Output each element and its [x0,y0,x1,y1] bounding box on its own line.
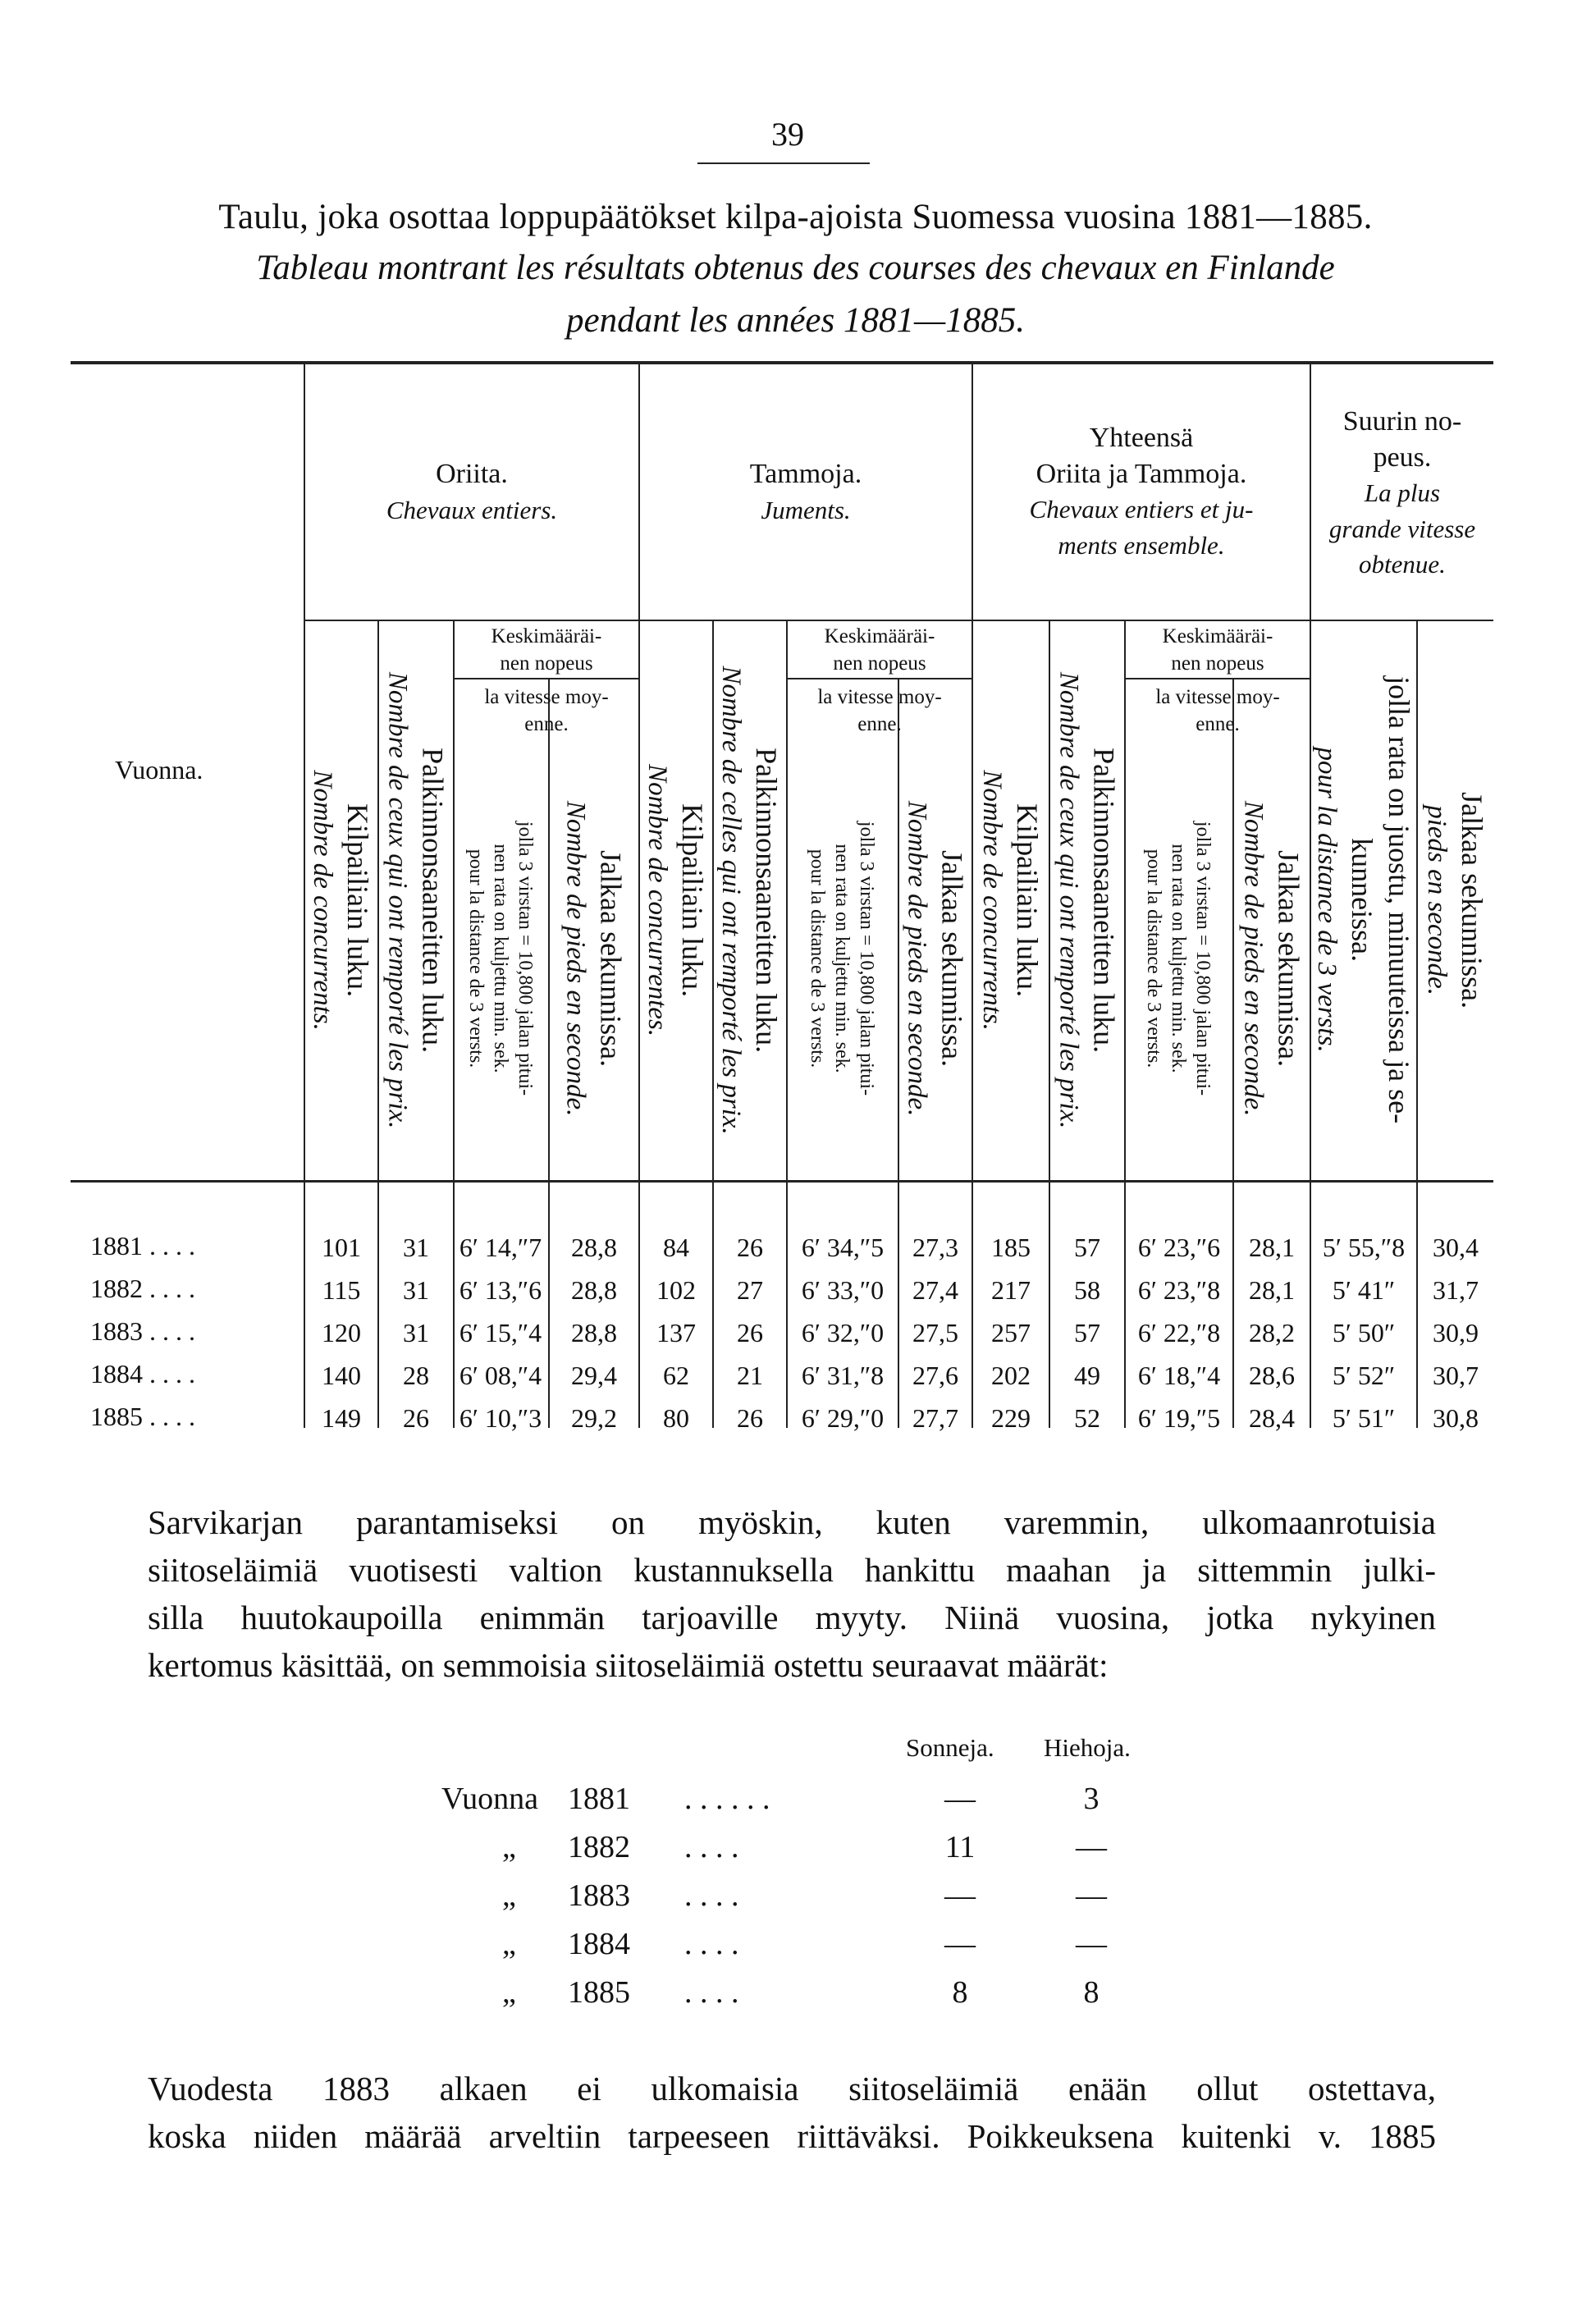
page-number-rule [697,162,870,164]
table-cell: 6′ 32,″0 [801,1318,885,1347]
table-cell: 140 [322,1361,361,1390]
import-table-label: Vuonna [441,1782,539,1816]
table-cell: 28,1 [1249,1233,1295,1262]
group-header-yhteensa: Yhteensä Oriita ja Tammoja. Chevaux entiers et ju- ments ensemble. [1029,423,1254,560]
year-column-header: Vuonna. [115,755,203,785]
title-finnish: Taulu, joka osottaa loppupäätökset kilpa-ajoista Suomessa vuosina 1881—1885. [218,198,1373,236]
import-table-year: 1883 [568,1878,630,1913]
table-cell: 27,3 [912,1233,958,1262]
table-cell: 28,1 [1249,1275,1295,1305]
import-table-sonneja: 11 [944,1830,976,1864]
table-cell: 21 [737,1361,763,1390]
table-cell: 6′ 15,″4 [459,1318,542,1347]
table-cell: 229 [991,1403,1031,1433]
table-cell: 120 [322,1318,361,1347]
paragraph-2-line: Vuodesta 1883 alkaen ei ulkomaisia siitoseläimiä enään ollut ostettava, [148,2070,1436,2107]
import-table-label: „ [502,1878,516,1913]
table-cell: 6′ 13,″6 [459,1275,542,1305]
import-table-sonneja: — [944,1782,976,1816]
table-cell: 27,7 [912,1403,958,1433]
import-table-hiehoja: 8 [1083,1975,1100,2010]
row-year: 1881 . . . . [90,1231,195,1260]
import-table-dots: . . . . [684,1878,739,1913]
table-cell: 6′ 10,″3 [459,1403,542,1433]
table-cell: 28,4 [1249,1403,1295,1433]
import-table-label: „ [502,1975,516,2010]
table-cell: 29,4 [571,1361,617,1390]
col-kilpailiain-tammoja: Kilpailiain luku. Nombre de concurrentes. [642,763,710,1037]
table-cell: 6′ 23,″8 [1137,1275,1221,1305]
keski-sub-rule-3 [1124,678,1310,679]
col-kilpailiain-oriita: Kilpailiain luku. Nombre de concurrents. [308,770,375,1031]
table-cell: 5′ 55,″8 [1322,1233,1406,1262]
paragraph-1-line: Sarvikarjan parantamiseksi on myöskin, kuten varemmin, ulkomaanrotuisia [148,1503,1436,1541]
col-virsta-yhteensa: jolla 3 virstan = 10,800 jalan pitui- nen rata on kuljettu min. sek. pour la distance de 3 versts. [1143,821,1214,1096]
table-cell: 5′ 41″ [1332,1275,1396,1305]
import-table-year: 1884 [568,1927,630,1961]
row-year: 1882 . . . . [90,1274,195,1303]
table-cell: 28,8 [571,1318,617,1347]
col-suurin-jalkaa: Jalkaa sekunnissa. pieds en seconde. [1422,792,1489,1009]
table-cell: 29,2 [571,1403,617,1433]
import-table-label: „ [502,1927,516,1961]
keski-header-tammoja: Keskimääräi- nen nopeus [824,625,935,675]
table-cell: 217 [991,1275,1031,1305]
table-cell: 185 [991,1233,1031,1262]
import-table-hiehoja: — [1076,1830,1107,1864]
keski-header-oriita: Keskimääräi- nen nopeus [491,625,602,675]
table-cell: 257 [991,1318,1031,1347]
col-jalkaa-tammoja: Jalkaa sekunnissa. Nombre de pieds en seconde. [902,800,969,1117]
table-cell: 28,8 [571,1275,617,1305]
table-cell: 101 [322,1233,361,1262]
table-cell: 6′ 33,″0 [801,1275,885,1305]
keski-fr-yhteensa: la vitesse moy- enne. [1155,686,1280,735]
table-cell: 84 [663,1233,689,1262]
title-french-line1: Tableau montrant les résultats obtenus des courses des chevaux en Finlande [256,249,1335,287]
group-header-oriita: Oriita. Chevaux entiers. [386,459,558,524]
keski-sub-rule-2 [786,678,972,679]
group-header-tammoja: Tammoja. Juments. [749,459,862,524]
col-virsta-oriita: jolla 3 virstan = 10,800 jalan pitui- nen rata on kuljettu min. sek. pour la distance de 3 versts. [465,821,536,1096]
table-cell: 58 [1074,1275,1100,1305]
table-cell: 28,8 [571,1233,617,1262]
table-cell: 28,6 [1249,1361,1295,1390]
table-cell: 31 [403,1318,429,1347]
col-suurin-aika: jolla rata on juostu, minuuteissa ja se- kunneissa. pour la distance de 3 versts. [1311,676,1415,1124]
table-cell: 27,5 [912,1318,958,1347]
paragraph-1 [148,1498,1436,1689]
paragraph-1-line: kertomus käsittää, on semmoisia siitoseläimiä ostettu seuraavat määrät: [148,1646,1109,1684]
table-cell: 6′ 18,″4 [1137,1361,1221,1390]
row-year: 1884 . . . . [90,1359,195,1388]
col-virsta-tammoja: jolla 3 virstan = 10,800 jalan pitui- nen rata on kuljettu min. sek. pour la distance de 3 versts. [807,821,877,1096]
table-cell: 80 [663,1403,689,1433]
row-year: 1883 . . . . [90,1316,195,1346]
import-table-label: „ [502,1830,516,1864]
table-cell: 6′ 29,″0 [801,1403,885,1433]
paragraph-2-line: koska niiden määrää arveltiin tarpeeseen riittäväksi. Poikkeuksena kuitenki v. 1885 [148,2117,1436,2155]
row-year: 1885 . . . . [90,1402,195,1431]
keski-sub-rule-1 [453,678,638,679]
table-cell: 6′ 14,″7 [459,1233,542,1262]
import-table-sonneja: — [944,1927,976,1961]
group-header-suurin: Suurin no- peus. La plus grande vitesse obtenue. [1328,406,1476,579]
table-cell: 6′ 19,″5 [1137,1403,1221,1433]
table-cell: 6′ 08,″4 [459,1361,542,1390]
table-cell: 57 [1074,1318,1100,1347]
table-cell: 6′ 34,″5 [801,1233,885,1262]
table-cell: 28,2 [1249,1318,1295,1347]
table-cell: 30,9 [1433,1318,1479,1347]
import-table-hiehoja: — [1076,1878,1107,1913]
table-cell: 57 [1074,1233,1100,1262]
table-cell: 26 [737,1318,763,1347]
table-cell: 27,6 [912,1361,958,1390]
header-sonneja: Sonneja. [906,1733,994,1762]
table-cell: 5′ 52″ [1332,1361,1396,1390]
table-cell: 26 [737,1403,763,1433]
table-cell: 26 [403,1403,429,1433]
import-table-hiehoja: 3 [1083,1782,1100,1816]
table-cell: 202 [991,1361,1031,1390]
keski-fr-tammoja: la vitesse moy- enne. [817,686,942,735]
paragraph-1-line: silla huutokaupoilla enimmän tarjoaville myyty. Niinä vuosina, jotka nykyinen [148,1599,1436,1636]
table-cell: 149 [322,1403,361,1433]
table-cell: 6′ 23,″6 [1137,1233,1221,1262]
table-cell: 30,7 [1433,1361,1479,1390]
table-cell: 102 [656,1275,696,1305]
keski-fr-oriita: la vitesse moy- enne. [484,686,609,735]
import-table-dots: . . . . . . [684,1782,770,1816]
col-palkinto-oriita: Palkinnonsaaneitten luku. Nombre de ceux qui ont remporté les prix. [382,671,450,1129]
import-table-year: 1881 [568,1782,630,1816]
table-cell: 137 [656,1318,696,1347]
table-cell: 5′ 50″ [1332,1318,1396,1347]
col-palkinto-yhteensa: Palkinnonsaaneitten luku. Nombre de ceux qui ont remporté les prix. [1054,671,1121,1129]
col-jalkaa-oriita: Jalkaa sekunnissa. Nombre de pieds en seconde. [560,800,628,1117]
page-number: 39 [771,116,804,153]
table-cell: 62 [663,1361,689,1390]
import-table-dots: . . . . [684,1927,739,1961]
import-table-year: 1885 [568,1975,630,2010]
table-cell: 31,7 [1433,1275,1479,1305]
table-top-rule [71,361,1493,364]
import-table-year: 1882 [568,1830,630,1864]
paragraph-1-line: siitoseläimiä vuotisesti valtion kustannuksella hankittu maahan ja sittemmin julki- [148,1551,1436,1589]
header-hiehoja: Hiehoja. [1044,1733,1131,1762]
import-table-hiehoja: — [1076,1927,1107,1961]
table-cell: 49 [1074,1361,1100,1390]
paragraph-2 [148,2065,1436,2160]
table-cell: 31 [403,1275,429,1305]
header-bottom-rule [71,1180,1493,1183]
table-cell: 27 [737,1275,763,1305]
table-cell: 28 [403,1361,429,1390]
table-cell: 6′ 31,″8 [801,1361,885,1390]
import-table-dots: . . . . [684,1975,739,2010]
table-cell: 52 [1074,1403,1100,1433]
import-table-sonneja: — [944,1878,976,1913]
table-cell: 27,4 [912,1275,958,1305]
table-cell: 5′ 51″ [1332,1403,1396,1433]
table-cell: 30,4 [1433,1233,1479,1262]
keski-header-yhteensa: Keskimääräi- nen nopeus [1162,625,1273,675]
col-palkinto-tammoja: Palkinnonsaaneitten luku. Nombre de celles qui ont remporté les prix. [716,666,784,1135]
table-cell: 26 [737,1233,763,1262]
import-table-sonneja: 8 [952,1975,968,2010]
table-cell: 115 [322,1275,361,1305]
title-french-line2: pendant les années 1881—1885. [566,301,1025,340]
table-cell: 6′ 22,″8 [1137,1318,1221,1347]
col-jalkaa-yhteensa: Jalkaa sekunnissa. Nombre de pieds en seconde. [1238,800,1305,1117]
table-cell: 30,8 [1433,1403,1479,1433]
col-kilpailiain-yhteensa: Kilpailiain luku. Nombre de concurrents. [977,770,1045,1031]
import-table-dots: . . . . [684,1830,739,1864]
table-cell: 31 [403,1233,429,1262]
